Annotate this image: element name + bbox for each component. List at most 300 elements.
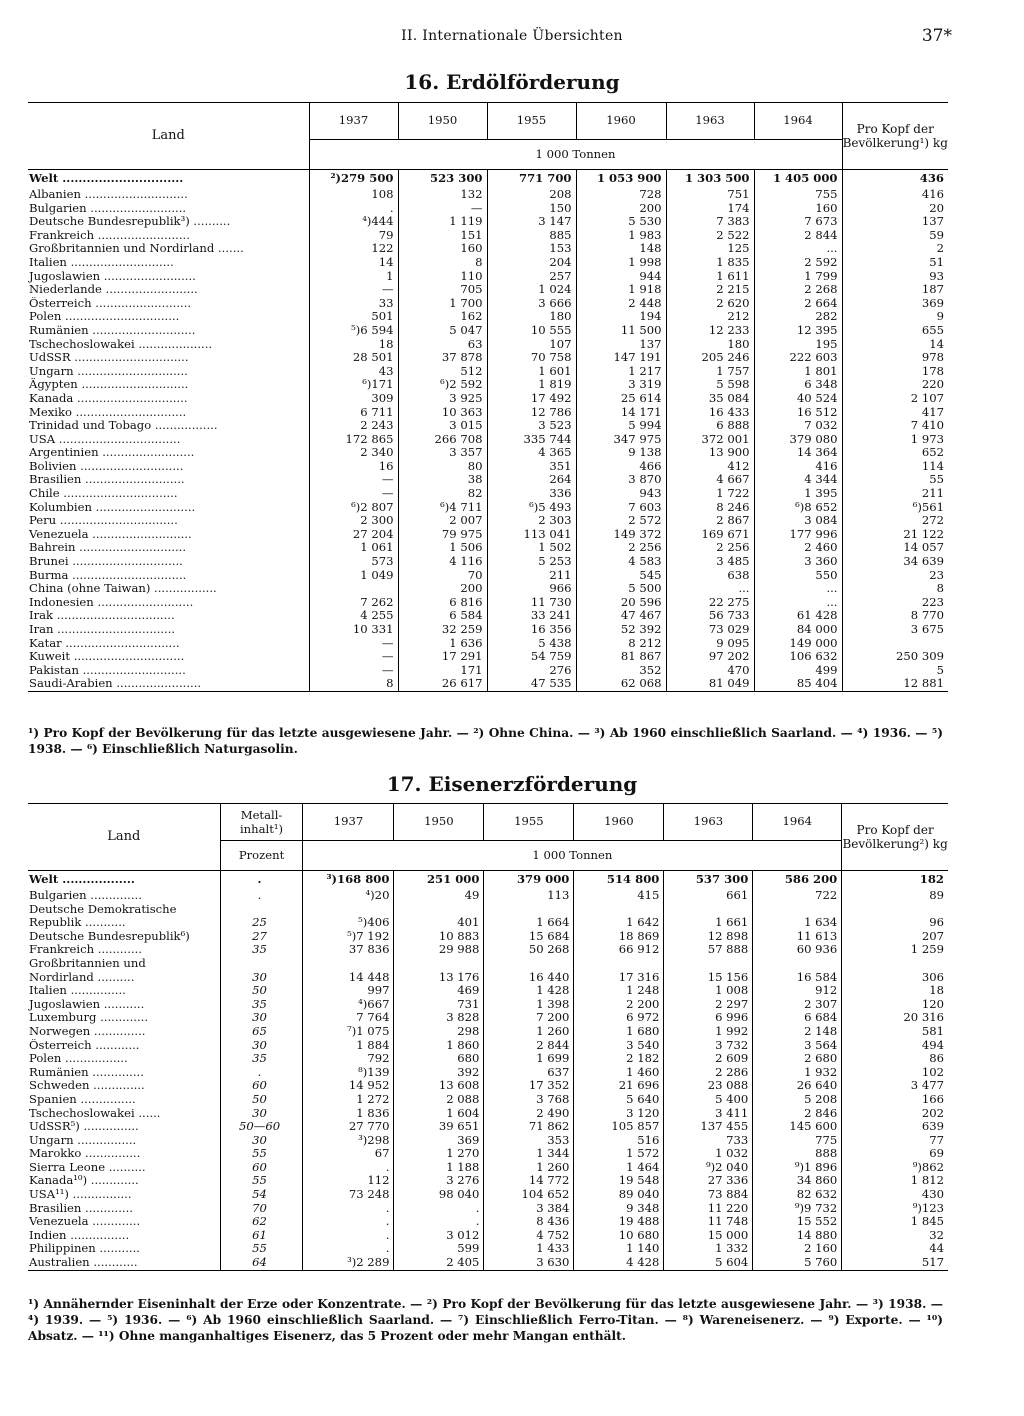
country-cell: Jugoslawien ......................... — [29, 269, 196, 283]
value-cell: 37 836 — [303, 943, 394, 957]
value-cell: 514 800 — [574, 871, 664, 890]
value-cell: 55 — [842, 473, 948, 487]
value-cell: 775 — [753, 1134, 842, 1148]
value-cell: ⁴)667 — [303, 998, 394, 1012]
value-cell: 28 501 — [309, 351, 398, 365]
value-cell: 71 862 — [484, 1120, 574, 1134]
value-cell: 2 300 — [309, 514, 398, 528]
value-cell: 3 870 — [576, 473, 666, 487]
value-cell: 211 — [842, 487, 948, 501]
country-cell: Chile ............................... — [29, 487, 178, 501]
value-cell — [484, 957, 574, 971]
value-cell: 73 884 — [664, 1188, 753, 1202]
table-row — [28, 1011, 948, 1025]
value-cell: 12 881 — [842, 677, 948, 691]
value-cell: 1 819 — [487, 378, 576, 392]
value-cell: 19 488 — [574, 1215, 664, 1229]
country-cell: Bulgarien .............. — [29, 889, 142, 902]
country-cell: Brasilien ............. — [29, 1201, 133, 1215]
value-cell: 160 — [754, 202, 842, 216]
country-cell: Italien ............................ — [29, 255, 174, 269]
value-cell: 2 490 — [484, 1107, 574, 1121]
year-header: 1950 — [394, 804, 484, 841]
value-cell: ⁶)561 — [842, 501, 948, 515]
value-cell: 2 088 — [394, 1093, 484, 1107]
value-cell: 3 015 — [398, 419, 487, 433]
value-cell: 204 — [487, 256, 576, 270]
value-cell: 17 352 — [484, 1079, 574, 1093]
value-cell: 10 331 — [309, 623, 398, 637]
country-cell: Nordirland .......... — [29, 970, 135, 984]
land-header: Land — [107, 829, 141, 845]
value-cell: ³)298 — [303, 1134, 394, 1148]
value-cell: . — [303, 1202, 394, 1216]
value-cell: 223 — [842, 596, 948, 610]
value-cell: 6 348 — [754, 378, 842, 392]
value-cell: — — [309, 473, 398, 487]
table-row — [28, 406, 948, 420]
country-cell: Rumänien ............................ — [29, 323, 196, 337]
value-cell: ⁵)7 192 — [303, 930, 394, 944]
value-cell: 205 246 — [666, 351, 754, 365]
value-cell: 1 983 — [576, 229, 666, 243]
value-cell: 5 604 — [664, 1256, 753, 1270]
value-cell: 10 555 — [487, 324, 576, 338]
country-cell: Ungarn ................ — [29, 1133, 137, 1147]
value-cell: — — [309, 664, 398, 678]
value-cell: ⁹)9 732 — [753, 1202, 842, 1216]
table-row — [28, 582, 948, 596]
value-cell: 1 — [309, 270, 398, 284]
value-cell: 15 156 — [664, 971, 753, 985]
value-cell: 44 — [842, 1242, 948, 1256]
value-cell: 5 047 — [398, 324, 487, 338]
value-cell: 1 395 — [754, 487, 842, 501]
value-cell: 250 309 — [842, 650, 948, 664]
value-cell: 755 — [754, 188, 842, 202]
metal-content-cell: 55 — [220, 1242, 303, 1256]
value-cell: 2 256 — [666, 541, 754, 555]
value-cell: 149 000 — [754, 637, 842, 651]
table-row — [28, 623, 948, 637]
country-cell: Polen ............................... — [29, 310, 180, 324]
year-header: 1963 — [664, 804, 753, 841]
value-cell: 3 084 — [754, 514, 842, 528]
value-cell: 1 259 — [842, 943, 948, 957]
value-cell: 2 307 — [753, 998, 842, 1012]
country-cell: Trinidad und Tobago ................. — [29, 419, 218, 433]
value-cell: 1 998 — [576, 256, 666, 270]
table-row — [28, 541, 948, 555]
value-cell: 2 572 — [576, 514, 666, 528]
value-cell: 51 — [842, 256, 948, 270]
value-cell: 23 — [842, 569, 948, 583]
value-cell: 187 — [842, 283, 948, 297]
country-cell: Pakistan ............................ — [29, 663, 186, 677]
value-cell: 2 620 — [666, 297, 754, 311]
metal-content-cell: 27 — [220, 930, 303, 944]
value-cell: 3 523 — [487, 419, 576, 433]
value-cell: 113 — [484, 889, 574, 903]
value-cell: 347 975 — [576, 433, 666, 447]
value-cell: 12 786 — [487, 406, 576, 420]
value-cell: 4 583 — [576, 555, 666, 569]
metal-content-cell: . — [220, 871, 303, 890]
value-cell: 353 — [484, 1134, 574, 1148]
table-16-title: 16. Erdölförderung — [404, 70, 620, 94]
country-cell: Australien ............ — [28, 1256, 220, 1270]
value-cell: 150 — [487, 202, 576, 216]
value-cell: ²)279 500 — [309, 170, 398, 189]
value-cell: 132 — [398, 188, 487, 202]
value-cell: 9 348 — [574, 1202, 664, 1216]
value-cell: 416 — [842, 188, 948, 202]
value-cell: 1 722 — [666, 487, 754, 501]
country-cell: Katar ............................... — [29, 636, 180, 650]
value-cell: 1 332 — [664, 1242, 753, 1256]
value-cell: 40 524 — [754, 392, 842, 406]
value-cell: 73 029 — [666, 623, 754, 637]
value-cell: 47 467 — [576, 609, 666, 623]
world-row — [28, 871, 948, 890]
value-cell: 15 684 — [484, 930, 574, 944]
table-row — [28, 446, 948, 460]
value-cell: 1 119 — [398, 215, 487, 229]
value-cell: 1 992 — [664, 1025, 753, 1039]
value-cell: 17 492 — [487, 392, 576, 406]
value-cell: 1 836 — [303, 1107, 394, 1121]
value-cell: 401 — [394, 916, 484, 930]
value-cell: . — [303, 1229, 394, 1243]
value-cell: 1 661 — [664, 916, 753, 930]
value-cell: 1 973 — [842, 433, 948, 447]
country-cell: Marokko ............... — [29, 1147, 141, 1161]
year-header: 1950 — [398, 103, 487, 140]
value-cell: 80 — [398, 460, 487, 474]
value-cell: 1 801 — [754, 365, 842, 379]
table-row — [28, 1256, 948, 1270]
value-cell: 70 758 — [487, 351, 576, 365]
value-cell: 54 759 — [487, 650, 576, 664]
table-row — [28, 569, 948, 583]
value-cell: 11 500 — [576, 324, 666, 338]
value-cell: 1 433 — [484, 1242, 574, 1256]
value-cell: 14 171 — [576, 406, 666, 420]
country-cell: Indien ................ — [29, 1228, 130, 1242]
value-cell: 309 — [309, 392, 398, 406]
value-cell: 20 596 — [576, 596, 666, 610]
value-cell: 1 260 — [484, 1025, 574, 1039]
value-cell: 6 972 — [574, 1011, 664, 1025]
metal-content-cell: 35 — [220, 1052, 303, 1066]
country-cell: Ägypten ............................. — [29, 378, 189, 392]
value-cell: 105 857 — [574, 1120, 664, 1134]
country-cell: Bulgarien .......................... — [29, 201, 187, 215]
value-cell: 59 — [842, 229, 948, 243]
table-row — [28, 1052, 948, 1066]
value-cell: 47 535 — [487, 677, 576, 691]
country-cell: Niederlande ......................... — [29, 283, 198, 297]
value-cell: 16 584 — [753, 971, 842, 985]
country-cell: Kanada¹⁰) ............. — [29, 1174, 139, 1188]
table-row — [28, 650, 948, 664]
value-cell: 1 303 500 — [666, 170, 754, 189]
value-cell: ⁵)6 594 — [309, 324, 398, 338]
value-cell: 997 — [303, 984, 394, 998]
value-cell: 110 — [398, 270, 487, 284]
table-row — [28, 392, 948, 406]
country-cell: Bahrein ............................. — [29, 541, 187, 555]
value-cell: 1 428 — [484, 984, 574, 998]
value-cell: 26 640 — [753, 1079, 842, 1093]
value-cell: 1 860 — [394, 1039, 484, 1053]
value-cell: ⁹)123 — [842, 1202, 948, 1216]
value-cell: 12 395 — [754, 324, 842, 338]
value-cell: 5 500 — [576, 582, 666, 596]
value-cell: 114 — [842, 460, 948, 474]
country-cell: Spanien ............... — [29, 1092, 136, 1106]
value-cell — [574, 903, 664, 917]
value-cell: 200 — [398, 582, 487, 596]
value-cell: 282 — [754, 310, 842, 324]
value-cell: 97 202 — [666, 650, 754, 664]
value-cell: 1 845 — [842, 1215, 948, 1229]
value-cell: 372 001 — [666, 433, 754, 447]
metal-content-cell: 30 — [220, 1107, 303, 1121]
metal-content-cell: . — [220, 1066, 303, 1080]
value-cell: 222 603 — [754, 351, 842, 365]
value-cell: 1 049 — [309, 569, 398, 583]
value-cell: 661 — [664, 889, 753, 903]
value-cell: 3 925 — [398, 392, 487, 406]
value-cell: 85 404 — [754, 677, 842, 691]
country-cell: Albanien ............................ — [29, 188, 188, 201]
value-cell: 16 512 — [754, 406, 842, 420]
table-row — [28, 609, 948, 623]
value-cell — [574, 957, 664, 971]
value-cell: 276 — [487, 664, 576, 678]
value-cell: 512 — [398, 365, 487, 379]
table-16-oil-production — [28, 102, 948, 692]
value-cell: 14 448 — [303, 971, 394, 985]
table-row — [28, 215, 948, 229]
value-cell: 37 878 — [398, 351, 487, 365]
table-row — [28, 664, 948, 678]
value-cell: 517 — [842, 1256, 948, 1270]
year-header: 1937 — [309, 103, 398, 140]
value-cell: 11 220 — [664, 1202, 753, 1216]
country-cell: Welt .................. — [29, 872, 135, 887]
table-row — [28, 460, 948, 474]
value-cell: 2 460 — [754, 541, 842, 555]
metal-content-cell: 55 — [220, 1174, 303, 1188]
value-cell: 137 — [842, 215, 948, 229]
value-cell — [753, 903, 842, 917]
value-cell: 1 699 — [484, 1052, 574, 1066]
country-cell: Kanada .............................. — [29, 391, 188, 405]
value-cell: 96 — [842, 916, 948, 930]
metal-content-cell: 25 — [220, 916, 303, 930]
value-cell: 2 243 — [309, 419, 398, 433]
value-cell: 137 455 — [664, 1120, 753, 1134]
metal-content-cell: 50 — [220, 984, 303, 998]
value-cell: 1 572 — [574, 1147, 664, 1161]
value-cell: 194 — [576, 310, 666, 324]
table-row — [28, 1134, 948, 1148]
value-cell: 335 744 — [487, 433, 576, 447]
value-cell: 73 248 — [303, 1188, 394, 1202]
value-cell — [303, 903, 394, 917]
value-cell: 9 095 — [666, 637, 754, 651]
country-cell: UdSSR ............................... — [29, 351, 189, 365]
value-cell: 1 611 — [666, 270, 754, 284]
value-cell: 5 — [842, 664, 948, 678]
value-cell: ⁶)2 592 — [398, 378, 487, 392]
value-cell: 2 609 — [664, 1052, 753, 1066]
value-cell: 18 — [842, 984, 948, 998]
value-cell: 160 — [398, 242, 487, 256]
value-cell: 680 — [394, 1052, 484, 1066]
value-cell: 266 708 — [398, 433, 487, 447]
value-cell: 202 — [842, 1107, 948, 1121]
value-cell: ⁶)5 493 — [487, 501, 576, 515]
country-cell: Schweden .............. — [29, 1079, 145, 1093]
value-cell: 102 — [842, 1066, 948, 1080]
value-cell: 21 696 — [574, 1079, 664, 1093]
table-row — [28, 1093, 948, 1107]
table-row — [28, 283, 948, 297]
value-cell: 436 — [842, 170, 948, 189]
value-cell: 9 — [842, 310, 948, 324]
value-cell: 499 — [754, 664, 842, 678]
table-row — [28, 270, 948, 284]
value-cell: 3 319 — [576, 378, 666, 392]
value-cell: 8 246 — [666, 501, 754, 515]
value-cell: 107 — [487, 338, 576, 352]
value-cell: 17 291 — [398, 650, 487, 664]
value-cell: 12 233 — [666, 324, 754, 338]
value-cell: 415 — [574, 889, 664, 903]
value-cell: 7 200 — [484, 1011, 574, 1025]
value-cell: 1 604 — [394, 1107, 484, 1121]
value-cell: 153 — [487, 242, 576, 256]
value-cell: ⁶)2 807 — [309, 501, 398, 515]
value-cell: 14 952 — [303, 1079, 394, 1093]
table-17-footnotes: ¹) Annähernder Eiseninhalt der Erze oder Konzentrate. — ²) Pro Kopf der Bevölkerung für das letzte ausgewiesene Jahr. — ³) 1938. — ⁴) 1939. — ⁵) 1936. — ⁶) Ab 1960 einschließlich Saarland. — ⁷) Einschließlich Ferro-Titan. — ⁸) Wareneisenerz. — ⁹) Exporte. — ¹⁰) Absatz. — ¹¹) Ohne manganhaltiges Eisenerz, das 5 Prozent oder mehr Mangan enthält. — [28, 1297, 943, 1343]
world-row — [28, 170, 948, 189]
value-cell: ⁹)2 040 — [664, 1161, 753, 1175]
value-cell: 43 — [309, 365, 398, 379]
table-row — [28, 473, 948, 487]
value-cell: 1 344 — [484, 1147, 574, 1161]
metal-content-cell: 60 — [220, 1161, 303, 1175]
year-header: 1960 — [576, 103, 666, 140]
value-cell: 5 760 — [753, 1256, 842, 1270]
table-row — [28, 637, 948, 651]
value-cell: 1 405 000 — [754, 170, 842, 189]
value-cell: 581 — [842, 1025, 948, 1039]
value-cell: . — [394, 1202, 484, 1216]
country-cell: Polen ................. — [29, 1052, 128, 1066]
value-cell: 7 262 — [309, 596, 398, 610]
value-cell: 3 477 — [842, 1079, 948, 1093]
value-cell: 1 634 — [753, 916, 842, 930]
value-cell: 586 200 — [753, 871, 842, 890]
metal-content-cell: 30 — [220, 971, 303, 985]
value-cell: 3 675 — [842, 623, 948, 637]
value-cell: 57 888 — [664, 943, 753, 957]
value-cell: 23 088 — [664, 1079, 753, 1093]
value-cell: 89 040 — [574, 1188, 664, 1202]
metal-content-cell: 62 — [220, 1215, 303, 1229]
value-cell: 50 268 — [484, 943, 574, 957]
value-cell: 966 — [487, 582, 576, 596]
country-cell: Ungarn .............................. — [29, 364, 188, 378]
value-cell: 27 770 — [303, 1120, 394, 1134]
table-row — [28, 433, 948, 447]
unit-header: 1 000 Tonnen — [309, 140, 842, 170]
table-16-footnotes: ¹) Pro Kopf der Bevölkerung für das letzte ausgewiesene Jahr. — ²) Ohne China. — ³) Ab 1960 einschließlich Saarland. — ⁴) 1936. — ⁵) 1938. — ⁶) Einschließlich Naturgasolin. — [28, 726, 943, 756]
value-cell: 15 000 — [664, 1229, 753, 1243]
value-cell: 38 — [398, 473, 487, 487]
metal-content-cell: 35 — [220, 998, 303, 1012]
value-cell: 12 898 — [664, 930, 753, 944]
table-row — [28, 501, 948, 515]
value-cell: 125 — [666, 242, 754, 256]
value-cell: 652 — [842, 446, 948, 460]
value-cell: 3 732 — [664, 1039, 753, 1053]
value-cell: ³)168 800 — [303, 871, 394, 890]
country-cell: Deutsche Bundesrepublik⁶) — [29, 929, 190, 943]
value-cell: 466 — [576, 460, 666, 474]
value-cell: 1 024 — [487, 283, 576, 297]
country-cell: Jugoslawien ........... — [29, 997, 145, 1011]
value-cell: 33 241 — [487, 609, 576, 623]
value-cell: 35 084 — [666, 392, 754, 406]
value-cell: 2 200 — [574, 998, 664, 1012]
country-cell: Brunei .............................. — [29, 555, 183, 569]
value-cell: 8 — [309, 677, 398, 691]
table-row — [28, 1025, 948, 1039]
value-cell: 145 600 — [753, 1120, 842, 1134]
table-row — [28, 1188, 948, 1202]
value-cell: 257 — [487, 270, 576, 284]
value-cell: 306 — [842, 971, 948, 985]
value-cell: 7 410 — [842, 419, 948, 433]
value-cell: 4 116 — [398, 555, 487, 569]
page-number: 37* — [921, 26, 952, 46]
value-cell: 2 256 — [576, 541, 666, 555]
value-cell: 108 — [309, 188, 398, 202]
value-cell: 2 107 — [842, 392, 948, 406]
value-cell: 264 — [487, 473, 576, 487]
value-cell: 1 008 — [664, 984, 753, 998]
value-cell: ⁴)20 — [303, 889, 394, 903]
value-cell: 14 880 — [753, 1229, 842, 1243]
value-cell: 137 — [576, 338, 666, 352]
value-cell: 17 316 — [574, 971, 664, 985]
percent-unit-header: Prozent — [220, 841, 303, 871]
value-cell: 4 428 — [574, 1256, 664, 1270]
value-cell: 3 666 — [487, 297, 576, 311]
country-cell: Frankreich ............ — [29, 943, 142, 957]
value-cell: 89 — [842, 889, 948, 903]
table-row — [28, 930, 948, 944]
value-cell: 1 502 — [487, 541, 576, 555]
value-cell: 638 — [666, 569, 754, 583]
value-cell: 162 — [398, 310, 487, 324]
value-cell: 3 630 — [484, 1256, 574, 1270]
